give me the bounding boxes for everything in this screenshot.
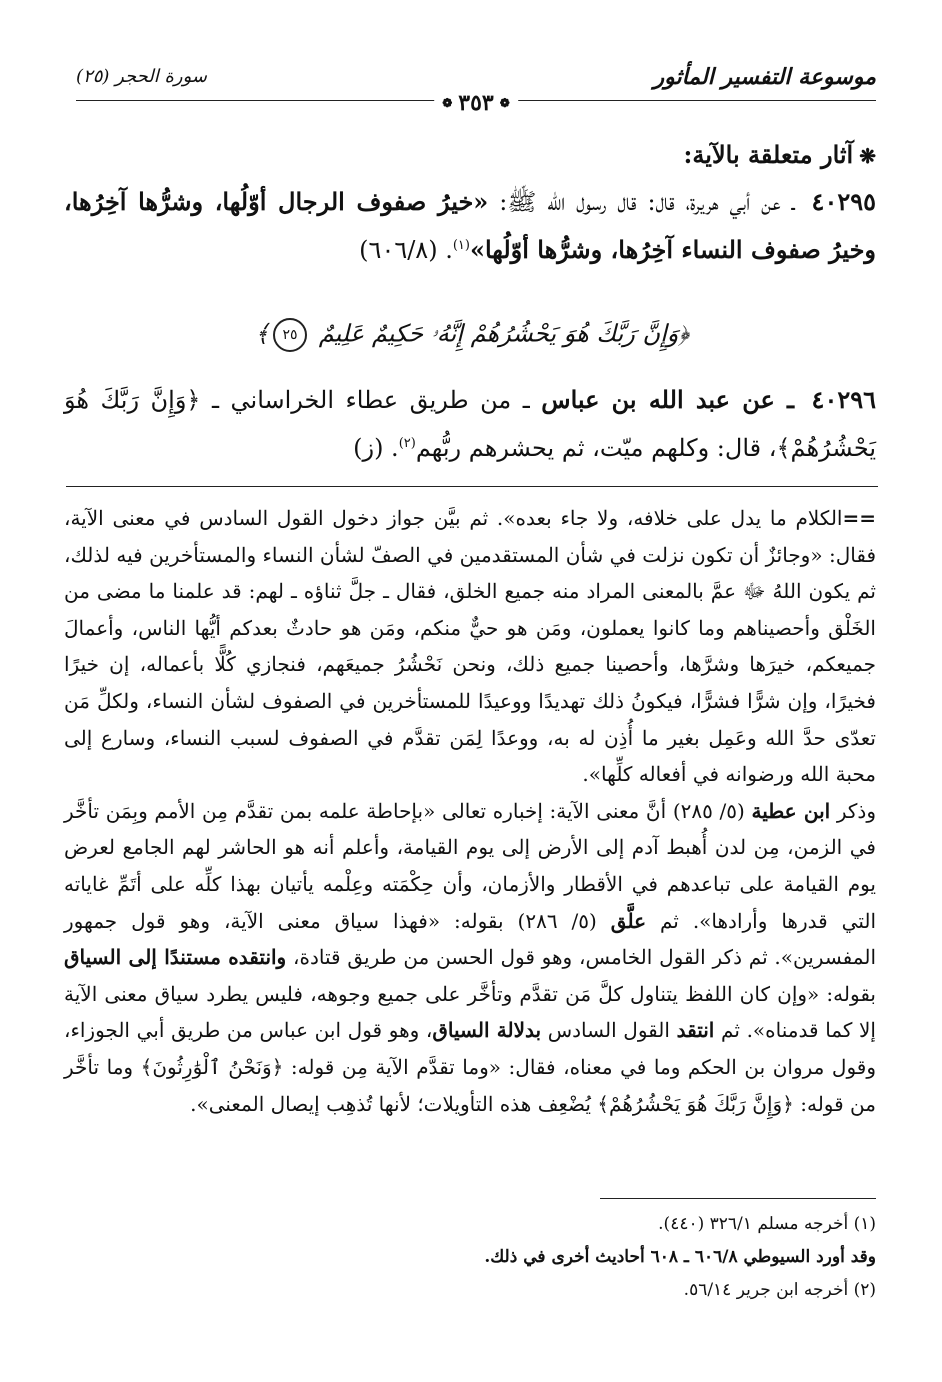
section-separator — [66, 486, 878, 487]
commentary-text: (٥/ ٢٨٥) أنَّ معنى الآية: إخباره تعالى «بإحاطة علمه بمن تقدَّم مِن الأمم وبِمَن تأخَّر في الزمن، مِن لدن أُهبط آدم إلى الأرض إلى يوم القيامة، وأعلم أنه هو الحاشر لهم الجامع لعرض يوم القيامة على تباعدهم في الأقطار والأزمان، وأن حِكْمَته وعِلْمه يأتيان بهذا كلِّه على أتَمِّ غاياته التي قدرها وأرادها». ثم — [64, 798, 877, 933]
entry-intro: ـ عن أبي هريرة، قال: قال رسول الله ﷺ: — [499, 188, 795, 216]
commentary-paragraph — [64, 793, 876, 1122]
commentary-text: الكلام ما يدل على خلافه، ولا جاء بعده». ثم بيَّن جواز دخول القول السادس في معنى الآية، فقال: «وجائزٌ أن تكون نزلت في شأن المستقدمين في الصفّ لشأن النساء والمستأخرين فيه لذلك، ثم يكون اللهُ ﷻ عمَّ بالمعنى المراد منه جميع الخلق، فقال ـ جلَّ ثناؤه ـ لهم: قد علمنا ما مضى من الخَلْق وأحصيناهم وما كانوا يعملون، ومَن هو حيٌّ منكم، ومَن هو حادثٌ بعدكم أيُّها الناس، وأعمالَ جميعكم، خيرَها وشرَّها، وأحصينا جميع ذلك، ونحن نَحْشُرُ جميعَهم، فنجازي كُلًّا بأعماله، إن خيرًا فخيرًا، وإن شرًّا فشرًّا، فيكونُ ذلك تهديدًا ووعيدًا للمستأخرين في الصفوف لشأن النساء، ولكلِّ مَن تعدّى حدَّ الله وعَمِل بغير ما أُذِن له به، ووعدًا لِمَن تقدَّم في الصفوف لسبب النساء، وسارع إلى محبة الله ورضوانه في أفعاله كلِّها». — [64, 506, 876, 787]
keyword: بدلالة السياق — [432, 1018, 542, 1043]
commentary-text: (٥/ ٢٨٦) بقوله: «فهذا سياق معنى الآية، وهو قول جمهور المفسرين». ثم ذكر القول الخامس، وهو قول الحسن من طريق قتادة، — [64, 908, 877, 970]
ornament-icon: ❁ — [499, 96, 510, 110]
entry-number: ٤٠٢٩٥ — [811, 187, 876, 216]
entry-number: ٤٠٢٩٦ — [811, 385, 876, 414]
page-number-box — [434, 90, 518, 116]
commentary-paragraph — [64, 500, 876, 793]
verse-quote: ﴿وَإِنَّ رَبَّكَ هُوَ يَحْشُرُهُمْ﴾ — [64, 386, 876, 462]
footnote-item: (١) أخرجه مسلم ٣٢٦/١ (٤٤٠). — [658, 1214, 876, 1234]
verse-close: ﴾ — [255, 319, 270, 348]
section-title: آثار متعلقة بالآية: — [683, 140, 854, 169]
footnote-rule — [600, 1198, 876, 1199]
keyword: علَّق — [610, 908, 647, 933]
commentary-text: القول السادس — [547, 1018, 670, 1043]
quran-verse — [66, 318, 878, 352]
surah-label: سورة الحجر (٢٥) — [76, 66, 207, 87]
verse-text: ﴿وَإِنَّ رَبَّكَ هُوَ يَحْشُرُهُمْ إِنَّهُۥ حَكِيمٌ عَلِيمٌ — [318, 319, 689, 348]
commentary-text: ، وهو قول ابن عباس من طريق أبي الجوزاء، وقول مروان بن الحكم وما في معناه، فقال: «وما تقدَّم الآية مِن قوله: ﴿وَنَحْنُ ٱلْوَٰرِثُونَ﴾ وما تأخَّر من قوله: ﴿وَإِنَّ رَبَّكَ هُوَ يَحْشُرُهُمْ﴾ يُضْعِف هذه التأويلات؛ لأنها تُذهِب إيصال المعنى». — [64, 1018, 876, 1116]
hadith-entry — [64, 180, 876, 272]
source-ref: . (٦٠٦/٨) — [359, 236, 453, 264]
scholar-name: ابن عطية — [751, 798, 831, 823]
footnotes — [64, 1208, 876, 1307]
page-number: ٣٥٣ — [458, 90, 494, 116]
footnote-item: وقد أورد السيوطي ٦٠٦/٨ ـ ٦٠٨ أحاديث أخرى في ذلك. — [484, 1247, 876, 1267]
keyword: وانتقده مستندًا إلى السياق — [64, 945, 287, 970]
flower-icon: ❋ — [859, 144, 876, 168]
footnote-mark[interactable]: (١) — [452, 238, 470, 253]
ayah-number-icon: ٢٥ — [273, 318, 307, 352]
footnote-mark[interactable]: (٢) — [398, 436, 416, 451]
athar-entry — [64, 378, 876, 470]
commentary — [64, 500, 876, 1122]
footnote-item: (٢) أخرجه ابن جرير ٥٦/١٤. — [683, 1280, 876, 1300]
ornament-icon: ❁ — [442, 96, 453, 110]
chain: ـ من طريق عطاء الخراساني ـ — [211, 386, 530, 414]
running-header — [76, 60, 876, 116]
entry-text: ، قال: وكلهم ميّت، ثم يحشرهم ربُّهم — [415, 434, 777, 462]
entry-tag: . (ز) — [353, 434, 399, 462]
section-heading — [64, 140, 876, 169]
narrator: ـ عن عبد الله بن عباس — [541, 385, 795, 414]
keyword: انتقد — [676, 1018, 715, 1043]
continuation-mark: == — [842, 506, 876, 530]
book-title: موسوعة التفسير المأثور — [653, 64, 876, 90]
commentary-text: بقوله: «وإن كان اللفظ يتناول كلَّ مَن تقدَّم وتأخَّر على جميع وجوهه، فليس يطرد سياق معنى الآية إلا كما قدمناه». ثم — [64, 981, 876, 1043]
hadith-text: «خيرُ صفوف الرجال أوّلُها، وشرُّها آخِرُها، وخيرُ صفوف النساء آخِرُها، وشرُّها أوّلُها» — [64, 187, 876, 264]
commentary-text: وذكر — [836, 798, 876, 823]
